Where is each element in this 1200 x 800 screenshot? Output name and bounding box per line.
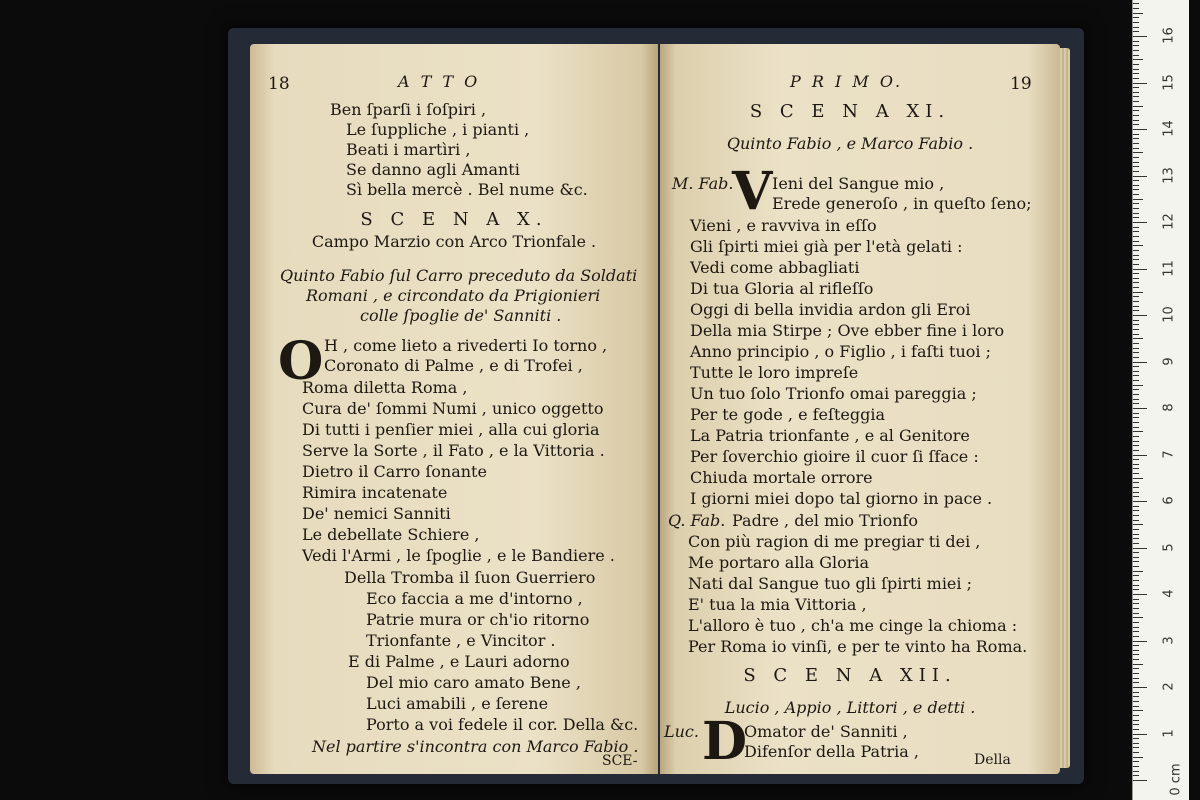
- page-number: 19: [1010, 74, 1032, 94]
- ruler-tick: [1133, 775, 1139, 776]
- ruler-tick: [1133, 664, 1143, 665]
- ruler-tick: [1133, 561, 1139, 562]
- scene-heading: S C E N A XI.: [749, 101, 951, 122]
- verse-line: Vedi come abbagliati: [690, 258, 860, 277]
- ruler-tick: [1133, 320, 1139, 321]
- ruler-tick: [1133, 389, 1139, 390]
- verse-line: Serve la Sorte , il Fato , e la Vittoria .: [302, 441, 605, 460]
- ruler-tick: [1133, 264, 1139, 265]
- ruler-tick: [1133, 255, 1139, 256]
- ruler-tick: [1133, 8, 1139, 9]
- ruler-tick: [1133, 668, 1139, 669]
- verse-line: E' tua la mia Vittoria ,: [688, 595, 867, 614]
- ruler-tick: [1133, 645, 1139, 646]
- verse-line: E di Palme , e Lauri adorno: [348, 652, 570, 671]
- verse-line: Rimira incatenate: [302, 483, 448, 502]
- ruler-tick: [1133, 120, 1139, 121]
- stage-direction: Quinto Fabio ſul Carro preceduto da Soldati: [280, 266, 638, 285]
- ruler-number: 11: [1161, 259, 1177, 277]
- ruler-number: 14: [1161, 120, 1177, 137]
- ruler-tick: [1133, 427, 1139, 428]
- ruler-tick: [1133, 631, 1139, 632]
- scene-heading: S C E N A XII.: [743, 665, 957, 686]
- ruler-tick: [1133, 627, 1139, 628]
- ruler-tick: [1133, 566, 1139, 567]
- ruler-tick: [1133, 259, 1139, 260]
- scene-setting: Campo Marzio con Arco Trionfale .: [311, 232, 597, 251]
- verse-line: Difenſor della Patria ,: [744, 742, 919, 761]
- ruler-tick: [1133, 701, 1139, 702]
- ruler-tick: [1133, 203, 1139, 204]
- ruler-tick: [1133, 278, 1139, 279]
- ruler-tick: [1133, 696, 1139, 697]
- ruler-number: 3: [1161, 635, 1177, 645]
- ruler-tick: [1133, 269, 1147, 270]
- ruler-tick: [1133, 73, 1139, 74]
- ruler-tick: [1133, 124, 1139, 125]
- ruler-tick: [1133, 743, 1139, 744]
- stage-direction: Romani , e circondato da Prigionieri: [306, 286, 601, 305]
- ruler-tick: [1133, 162, 1139, 163]
- ruler-tick: [1133, 352, 1139, 353]
- ruler-tick: [1133, 301, 1139, 302]
- ruler-tick: [1133, 548, 1147, 549]
- verse-line: Le ſuppliche , i pianti ,: [346, 120, 530, 139]
- ruler-number: 15: [1161, 73, 1177, 91]
- ruler-tick: [1133, 194, 1139, 195]
- ruler-tick: [1133, 287, 1139, 288]
- verse-line: Le debellate Schiere ,: [302, 525, 480, 544]
- ruler-tick: [1133, 729, 1139, 730]
- verse-line: Cura de' ſommi Numi , unico oggetto: [302, 399, 604, 418]
- verse-line: Nati dal Sangue tuo gli ſpirti miei ;: [688, 574, 972, 593]
- verse-line: Patrie mura or ch'io ritorno: [366, 610, 590, 629]
- ruler-tick: [1133, 176, 1147, 177]
- ruler-tick: [1133, 41, 1139, 42]
- ruler-tick: [1133, 780, 1147, 781]
- ruler-tick: [1133, 450, 1139, 451]
- verse-line: Sì bella mercè . Bel nume &c.: [346, 180, 588, 199]
- ruler-tick: [1133, 366, 1139, 367]
- ruler-tick: [1133, 575, 1139, 576]
- ruler-tick: [1133, 231, 1139, 232]
- ruler-tick: [1133, 110, 1139, 111]
- ruler-tick: [1133, 482, 1139, 483]
- verse-line: Ieni del Sangue mio ,: [772, 174, 945, 193]
- ruler-tick: [1133, 659, 1139, 660]
- ruler-tick: [1133, 338, 1143, 339]
- drop-cap: O: [278, 331, 324, 392]
- verse-line: La Patria trionfante , e al Genitore: [690, 426, 970, 445]
- ruler-tick: [1133, 757, 1143, 758]
- drop-cap: D: [702, 711, 748, 772]
- ruler-tick: [1133, 455, 1147, 456]
- ruler-tick: [1133, 431, 1143, 432]
- ruler-tick: [1133, 761, 1139, 762]
- ruler-tick: [1133, 306, 1139, 307]
- ruler-tick: [1133, 492, 1139, 493]
- verse-line: H , come lieto a rivederti Io torno ,: [324, 336, 608, 355]
- ruler-tick: [1133, 617, 1143, 618]
- ruler-tick: [1133, 50, 1139, 51]
- ruler-tick: [1133, 585, 1139, 586]
- ruler-tick: [1133, 515, 1139, 516]
- ruler-tick: [1133, 45, 1139, 46]
- verse-line: Un tuo ſolo Trionfo omai pareggia ;: [690, 384, 977, 403]
- ruler-tick: [1133, 399, 1139, 400]
- drop-cap: V: [732, 161, 773, 222]
- ruler-tick: [1133, 380, 1139, 381]
- ruler-tick: [1133, 92, 1139, 93]
- verse-line: Vieni , e ravviva in eſſo: [690, 216, 877, 235]
- ruler-tick: [1133, 152, 1143, 153]
- verse-line: De' nemici Sanniti: [302, 504, 451, 523]
- ruler-tick: [1133, 310, 1139, 311]
- ruler-tick: [1133, 557, 1139, 558]
- ruler-number: 16: [1161, 27, 1177, 44]
- ruler-tick: [1133, 227, 1139, 228]
- ruler-tick: [1133, 724, 1139, 725]
- catchword: SCE-: [602, 753, 638, 769]
- ruler-tick: [1133, 613, 1139, 614]
- ruler-tick: [1133, 580, 1139, 581]
- ruler-tick: [1133, 69, 1139, 70]
- ruler-tick: [1133, 752, 1139, 753]
- catchword: Della: [974, 752, 1011, 768]
- ruler-tick: [1133, 529, 1139, 530]
- ruler-tick: [1133, 166, 1139, 167]
- ruler-tick: [1133, 185, 1139, 186]
- ruler-tick: [1133, 594, 1147, 595]
- ruler-tick: [1133, 180, 1139, 181]
- ruler-tick: [1133, 417, 1139, 418]
- ruler-tick: [1133, 589, 1139, 590]
- ruler-tick: [1133, 706, 1139, 707]
- measurement-ruler: [1132, 0, 1189, 800]
- ruler-tick: [1133, 83, 1147, 84]
- ruler-tick: [1133, 157, 1139, 158]
- ruler-tick: [1133, 408, 1147, 409]
- ruler-tick: [1133, 720, 1139, 721]
- verse-line: Eco faccia a me d'intorno ,: [366, 589, 583, 608]
- running-head: A T T O: [398, 72, 481, 91]
- ruler-tick: [1133, 385, 1143, 386]
- verse-line: Porto a voi fedele il cor. Della &c.: [366, 715, 639, 734]
- verse-line: Vedi l'Armi , le ſpoglie , e le Bandiere .: [302, 546, 615, 565]
- verse-line: Ben ſparſi i ſoſpiri ,: [330, 100, 487, 119]
- verse-line: Tutte le loro impreſe: [690, 363, 859, 382]
- ruler-tick: [1133, 501, 1147, 502]
- ruler-number: 13: [1161, 166, 1177, 184]
- ruler-tick: [1133, 217, 1139, 218]
- ruler-tick: [1133, 148, 1139, 149]
- ruler-tick: [1133, 413, 1139, 414]
- ruler-tick: [1133, 3, 1139, 4]
- ruler-tick: [1133, 375, 1139, 376]
- ruler-tick: [1133, 603, 1139, 604]
- ruler-tick: [1133, 510, 1139, 511]
- verse-line: L'alloro è tuo , ch'a me cinge la chioma :: [688, 616, 1018, 635]
- ruler-tick: [1133, 329, 1139, 330]
- ruler-tick: [1133, 199, 1143, 200]
- verse-line: Me portaro alla Gloria: [688, 553, 870, 572]
- ruler-tick: [1133, 459, 1139, 460]
- ruler-tick: [1133, 31, 1139, 32]
- verse-line: Anno principio , o Figlio , i faſti tuoi ;: [690, 342, 992, 361]
- ruler-tick: [1133, 115, 1139, 116]
- stage-direction: colle ſpoglie de' Sanniti .: [360, 306, 562, 325]
- speaker-label: Luc.: [664, 722, 699, 741]
- ruler-tick: [1133, 534, 1139, 535]
- ruler-tick: [1133, 766, 1139, 767]
- ruler-tick: [1133, 747, 1139, 748]
- ruler-tick: [1133, 496, 1139, 497]
- ruler-tick: [1133, 473, 1139, 474]
- ruler-tick: [1133, 441, 1139, 442]
- ruler-tick: [1133, 543, 1139, 544]
- ruler-tick: [1133, 348, 1139, 349]
- ruler-tick: [1133, 520, 1139, 521]
- ruler-number: 10: [1161, 306, 1177, 323]
- ruler-tick: [1133, 734, 1147, 735]
- stage-direction: Lucio , Appio , Littori , e detti .: [724, 698, 976, 717]
- ruler-tick: [1133, 622, 1139, 623]
- ruler-tick: [1133, 538, 1139, 539]
- verse-line: Della Tromba il ſuon Guerriero: [344, 568, 596, 587]
- ruler-tick: [1133, 343, 1139, 344]
- ruler-tick: [1133, 687, 1147, 688]
- ruler-tick: [1133, 445, 1139, 446]
- verse-line: Erede generoſo , in queſto ſeno;: [772, 194, 1032, 213]
- verse-line: Di tutti i penſier miei , alla cui gloria: [302, 420, 600, 439]
- scene-heading: S C E N A X.: [360, 209, 548, 230]
- ruler-number: 12: [1161, 213, 1177, 230]
- ruler-tick: [1133, 599, 1139, 600]
- ruler-tick: [1133, 487, 1139, 488]
- verse-line: Di tua Gloria al rifleſſo: [690, 279, 874, 298]
- ruler-tick: [1133, 59, 1143, 60]
- ruler-tick: [1133, 106, 1143, 107]
- ruler-tick: [1133, 96, 1139, 97]
- ruler-tick: [1133, 362, 1147, 363]
- ruler-tick: [1133, 282, 1139, 283]
- ruler-tick: [1133, 55, 1139, 56]
- ruler-tick: [1133, 36, 1147, 37]
- speaker-label: Q. Fab.: [668, 511, 726, 530]
- ruler-tick: [1133, 608, 1139, 609]
- ruler-tick: [1133, 371, 1139, 372]
- verse-line: Padre , del mio Trionfo: [732, 511, 919, 530]
- verse-line: Gli ſpirti miei già per l'età gelati :: [690, 237, 963, 256]
- verse-line: Trionfante , e Vincitor .: [366, 631, 556, 650]
- ruler-tick: [1133, 138, 1139, 139]
- ruler-tick: [1133, 468, 1139, 469]
- verse-line: Chiuda mortale orrore: [690, 468, 873, 487]
- ruler-tick: [1133, 129, 1147, 130]
- stage-direction: Quinto Fabio , e Marco Fabio .: [726, 134, 974, 153]
- verse-line: Dietro il Carro ſonante: [302, 462, 487, 481]
- ruler-tick: [1133, 22, 1139, 23]
- ruler-tick: [1133, 552, 1139, 553]
- ruler-tick: [1133, 771, 1139, 772]
- ruler-tick: [1133, 357, 1139, 358]
- ruler-tick: [1133, 692, 1139, 693]
- verse-line: Con più ragion di me pregiar ti dei ,: [688, 532, 981, 551]
- page-number: 18: [268, 74, 290, 94]
- ruler-tick: [1133, 87, 1139, 88]
- ruler-tick: [1133, 571, 1143, 572]
- ruler-number: 6: [1161, 496, 1177, 505]
- ruler-tick: [1133, 524, 1143, 525]
- ruler-tick: [1133, 250, 1139, 251]
- ruler-tick: [1133, 641, 1147, 642]
- left-page: [250, 44, 658, 774]
- ruler-number: 5: [1161, 542, 1177, 552]
- ruler-number: 9: [1161, 356, 1177, 366]
- running-head: P R I M O.: [790, 72, 904, 91]
- verse-line: Se danno agli Amanti: [346, 160, 520, 179]
- ruler-tick: [1133, 236, 1139, 237]
- verse-line: Oggi di bella invidia ardon gli Eroi: [690, 300, 971, 319]
- ruler-tick: [1133, 715, 1139, 716]
- ruler-tick: [1133, 682, 1139, 683]
- ruler-tick: [1133, 654, 1139, 655]
- verse-line: Per ſoverchio gioire il cuor ſi ſface :: [690, 447, 979, 466]
- ruler-tick: [1133, 222, 1147, 223]
- ruler-tick: [1133, 292, 1143, 293]
- ruler-tick: [1133, 241, 1139, 242]
- ruler-tick: [1133, 506, 1139, 507]
- ruler-tick: [1133, 436, 1139, 437]
- ruler-tick: [1133, 101, 1139, 102]
- right-page: [660, 44, 1060, 774]
- ruler-tick: [1133, 64, 1139, 65]
- ruler-tick: [1133, 464, 1139, 465]
- ruler-tick: [1133, 245, 1143, 246]
- stage-direction: Nel partire s'incontra con Marco Fabio .: [312, 737, 639, 756]
- verse-line: Per te gode , e feſteggia: [690, 405, 885, 424]
- ruler-number: 4: [1161, 589, 1177, 598]
- speaker-label: M. Fab.: [672, 174, 734, 193]
- ruler-number: 1: [1161, 728, 1177, 738]
- ruler-tick: [1133, 189, 1139, 190]
- ruler-tick: [1133, 296, 1139, 297]
- ruler-tick: [1133, 334, 1139, 335]
- ruler-tick: [1133, 478, 1143, 479]
- ruler-number: 8: [1161, 403, 1177, 412]
- verse-line: Del mio caro amato Bene ,: [366, 673, 581, 692]
- verse-line: Omator de' Sanniti ,: [744, 722, 908, 741]
- ruler-tick: [1133, 394, 1139, 395]
- verse-line: Della mia Stirpe ; Ove ebber fine i loro: [690, 321, 1005, 340]
- ruler-tick: [1133, 678, 1139, 679]
- ruler-number: 7: [1161, 449, 1177, 459]
- ruler-tick: [1133, 422, 1139, 423]
- ruler-tick: [1133, 27, 1139, 28]
- ruler-tick: [1133, 738, 1139, 739]
- ruler-number: 0 cm: [1168, 763, 1184, 796]
- ruler-tick: [1133, 710, 1143, 711]
- ruler-tick: [1133, 143, 1139, 144]
- verse-line: Beati i martìri ,: [346, 140, 471, 159]
- verse-line: Per Roma io vinſi, e per te vinto ha Roma.: [688, 637, 1028, 656]
- ruler-tick: [1133, 13, 1143, 14]
- verse-line: Luci amabili , e ſerene: [366, 694, 549, 713]
- verse-line: Coronato di Palme , e di Trofei ,: [324, 356, 583, 375]
- ruler-tick: [1133, 324, 1139, 325]
- ruler-tick: [1133, 273, 1139, 274]
- verse-line: Roma diletta Roma ,: [302, 378, 468, 397]
- ruler-tick: [1133, 650, 1139, 651]
- ruler-tick: [1133, 673, 1139, 674]
- ruler-tick: [1133, 17, 1139, 18]
- ruler-tick: [1133, 134, 1139, 135]
- verse-line: I giorni miei dopo tal giorno in pace .: [690, 489, 993, 508]
- ruler-tick: [1133, 208, 1139, 209]
- ruler-tick: [1133, 636, 1139, 637]
- ruler-tick: [1133, 78, 1139, 79]
- ruler-tick: [1133, 403, 1139, 404]
- ruler-tick: [1133, 213, 1139, 214]
- ruler-tick: [1133, 315, 1147, 316]
- ruler-tick: [1133, 171, 1139, 172]
- ruler-number: 2: [1161, 682, 1177, 691]
